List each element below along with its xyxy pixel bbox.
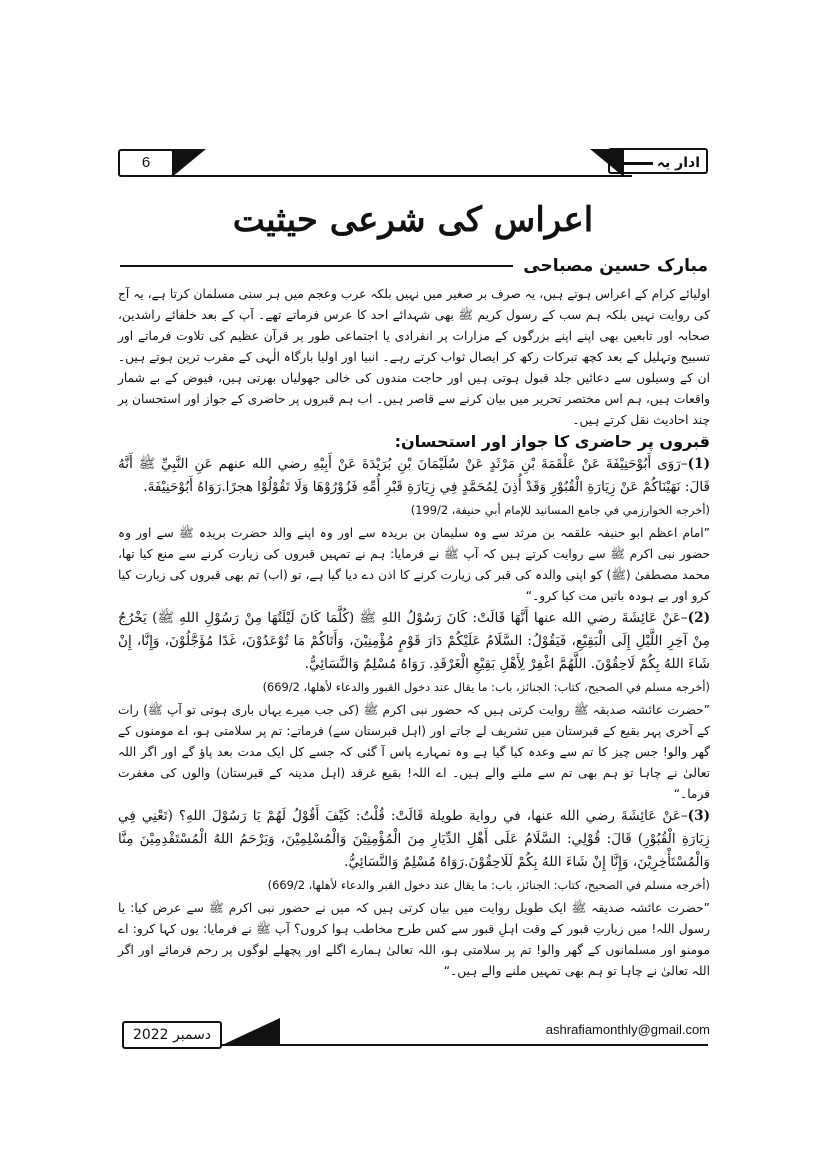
author-name: مبارک حسین مصباحی — [523, 256, 708, 276]
hadith-reference: (أخرجه الخوارزمي في جامع المسانيد للإمام أبي حنيفة، 199/2) — [410, 503, 710, 517]
hadith-arabic-text: عَنْ عَائِشَةَ رضي الله عنها أَنَّهَا قَالَتْ: كَانَ رَسُوْلُ اللهِ ﷺ (كُلَّمَا كَانَ لَيْلَتُهَا مِنْ رَسُوْلِ اللهِ ﷺ) يَخْرُجُ مِنْ آخِرِ اللَّيْلِ إِلَى الْبَقِيْعِ، فَيَقُوْلُ: السَّلَامُ عَلَيْكُمْ دَارَ قَوْمٍ مُؤْمِنِيْنَ، وَأَتَاكُمْ مَا تُوْعَدُوْنَ، غَدًا مُؤَجَّلُوْنَ، وَإِنَّا، إِنْ شَاءَ اللهُ بِكُمْ لَاحِقُوْنَ. اللَّهُمَّ اغْفِرْ لِأَهْلِ بَقِيْعِ الْغَرْقَدِ. رَوَاهُ مُسْلِمٌ وَالنَّسَائِيُّ. — [118, 610, 710, 672]
intro-paragraph: اولیائے کرام کے اعراس ہوتے ہیں، یہ صرف بر صغیر میں نہیں بلکہ عرب وعجم میں ہر سنی مسلمان کرتا ہے، یہ آج کی روایت نہیں بلکہ ہم سب کے رسول کریم ﷺ بھی شہدائے احد کا عرس فرماتے تھے۔ آپ کے بعد خلفائے راشدین، صحابہ اور تابعین بھی اپنے اپنے بزرگوں کے مزارات پر انفرادی یا اجتماعی طور پر قرآن عظیم کی تلاوت فرماتے اور تسبیح وتہلیل کے بعد کچھ تبرکات رکھ کر ایصال ثواب کرتے رہے۔ انبیا اور اولیا بارگاہ الٰہی کے مقرب ترین ہوتے ہیں۔ ان کے وسیلوں سے دعائیں جلد قبول ہوتی ہیں اور حاجت مندوں کی خالی جھولیاں بھرتی ہیں، فیوض کے بے شمار واقعات ہیں، ہم اس مختصر تحریر میں بیان کرنے سے قاصر ہیں۔ اب ہم قبروں پر حاضری کے جواز اور استحسان پر چند احادیث نقل کرتے ہیں۔ — [118, 287, 710, 427]
issue-date: دسمبر 2022 — [122, 1021, 222, 1049]
hadith-arabic: (2)–عَنْ عَائِشَةَ رضي الله عنها أَنَّهَا قَالَتْ: كَانَ رَسُوْلُ اللهِ ﷺ (كُلَّمَا كَانَ لَيْلَتُهَا مِنْ رَسُوْلِ اللهِ ﷺ) يَخْرُجُ مِنْ آخِرِ اللَّيْلِ إِلَى الْبَقِيْعِ، فَيَقُوْلُ: السَّلَامُ عَلَيْكُمْ دَارَ قَوْمٍ مُؤْمِنِيْنَ، وَأَتَاكُمْ مَا تُوْعَدُوْنَ، غَدًا مُؤَجَّلُوْنَ، وَإِنَّا، إِنْ شَاءَ اللهُ بِكُمْ لَاحِقُوْنَ. اللَّهُمَّ اغْفِرْ لِأَهْلِ بَقِيْعِ الْغَرْقَدِ. رَوَاهُ مُسْلِمٌ وَالنَّسَائِيُّ. — [118, 610, 710, 672]
hadith-number: (3) — [687, 808, 710, 824]
footer-ornament — [220, 1018, 280, 1046]
page-number: 6 — [118, 149, 174, 177]
footer-rule — [220, 1044, 708, 1046]
author-line — [120, 256, 708, 276]
article-title: اعراس کی شرعی حیثیت — [232, 200, 594, 240]
hadith-translation: ”امام اعظم ابو حنیفہ علقمہ بن مرثد سے وہ سلیمان بن بریدہ سے اور وہ اپنے والد حضرت بریدہ ﷺ سے اور وہ حضور نبی اکرم ﷺ سے روایت کرتے ہیں کہ آپ ﷺ نے فرمایا: ہم نے تمہیں قبروں کی زیارت کرنے سے منع کیا تھا، محمد مصطفیٰ (ﷺ) کو اپنی والدہ کی قبر کی زیارت کرنے کا اذن دے دیا گیا ہے، تو (اب) تم بھی قبروں کی زیارت کیا کرو اور بے ہودہ باتیں مت کیا کرو۔“ — [118, 526, 710, 603]
author-rule — [120, 265, 513, 267]
hadith-translation: ”حضرت عائشہ صدیقہ ﷺ ایک طویل روایت میں بیان کرتی ہیں کہ میں نے حضور نبی اکرم ﷺ سے عرض کیا: یا رسول اللہ! میں زیارتِ قبور کے وقت اہلِ قبور سے کس طرح مخاطب ہوا کروں؟ آپ ﷺ نے فرمایا: یوں کہا کرو: اے مومنو اور مسلمانوں کے گھر والو! تم پر سلامتی ہو، اللہ تعالیٰ ہمارے اگلے اور پچھلے لوگوں پر رحم فرمائے اور اگر اللہ تعالیٰ نے چاہا تو ہم بھی تمہیں ملنے والے ہیں۔“ — [118, 901, 710, 978]
section-label: ادار یہ — [656, 155, 700, 171]
hadith-translation: ”حضرت عائشہ صدیقہ ﷺ روایت کرتی ہیں کہ حضور نبی اکرم ﷺ (کی جب میرے یہاں باری ہوتی تو آپ ﷺ) رات کے آخری پہر بقیع کے قبرستان میں تشریف لے جاتے اور (اہل قبرستان سے) فرماتے: تم پر سلامتی ہو، اے مومنوں کے گھر والو! جس چیز کا تم سے وعدہ کیا گیا ہے وہ تمہارے پاس آ گئی کہ جسے کل ایک مدت بعد پاؤ گے اور اگر اللہ تعالیٰ نے چاہا تو ہم بھی تم سے ملنے والے ہیں۔ اے اللہ! بقیع غرقد (اہل مدینہ کے قبرستان) والوں کی مغفرت فرما۔“ — [118, 703, 710, 801]
section-label-bar — [613, 162, 653, 165]
header-ornament-left — [172, 149, 206, 177]
header-rule — [172, 175, 632, 177]
section-label-box — [608, 148, 708, 174]
hadith-block-2 — [118, 607, 710, 805]
hadith-reference: (أخرجه مسلم في الصحيح، كتاب: الجنائز، باب: ما يقال عند دخول القبر والدعاء لأهلها، 669/2) — [267, 878, 710, 892]
contact-email[interactable]: ashrafiamonthly@gmail.com — [545, 1022, 710, 1037]
hadith-block-3 — [118, 805, 710, 982]
hadith-arabic-text: رَوَى أَبُوْحَنِيْفَةَ عَنْ عَلْقَمَةَ بْنِ مَرْثَدٍ عَنْ سُلَيْمَانَ بْنِ بُرَيْدَةَ عَنْ أَبِيْهِ رضي الله عنهم عَنِ النَّبِيِّ ﷺ أَنَّهُ قَالَ: نَهَيْنَاكُمْ عَنْ زِيَارَةِ الْقُبُوْرِ وَقَدْ أُذِنَ لِمُحَمَّدٍ فِي زِيَارَةِ قَبْرِ أُمِّهِ فَزُوْرُوْهَا وَلَا تَقُوْلُوْا هجرًا.رَوَاهُ أَبُوْحَنِيْفَةَ. — [118, 456, 710, 495]
hadith-number: (1) — [687, 456, 710, 472]
hadith-block-1 — [118, 453, 710, 607]
hadith-arabic: (3)–عَنْ عَائِشَةَ رضي الله عنها، في رواية طويلة قَالَتْ: قُلْتُ: كَيْفَ أَقُوْلُ لَهُمْ يَا رَسُوْلَ اللهِ؟ (تَعْنِي فِي زِيَارَةِ الْقُبُوْرِ) قَالَ: قُوْلِي: السَّلَامُ عَلَى أَهْلِ الدِّيَارِ مِنَ الْمُؤْمِنِيْنَ وَالْمُسْلِمِيْنَ، وَيَرْحَمُ اللهُ الْمُسْتَقْدِمِيْنَ مِنَّا وَالْمُسْتَأْخِرِيْنَ، وَإِنَّا إِنْ شَاءَ اللهُ بِكُمْ لَلَاحِقُوْنَ.رَوَاهُ مُسْلِمٌ وَالنَّسَائِيُّ. — [118, 808, 710, 870]
hadith-number: (2) — [687, 610, 710, 626]
section-subheading: قبروں پر حاضری کا جواز اور استحسان: — [394, 432, 710, 451]
hadith-arabic: (1)–رَوَى أَبُوْحَنِيْفَةَ عَنْ عَلْقَمَةَ بْنِ مَرْثَدٍ عَنْ سُلَيْمَانَ بْنِ بُرَيْدَةَ عَنْ أَبِيْهِ رضي الله عنهم عَنِ النَّبِيِّ ﷺ أَنَّهُ قَالَ: نَهَيْنَاكُمْ عَنْ زِيَارَةِ الْقُبُوْرِ وَقَدْ أُذِنَ لِمُحَمَّدٍ فِي زِيَارَةِ قَبْرِ أُمِّهِ فَزُوْرُوْهَا وَلَا تَقُوْلُوْا هجرًا.رَوَاهُ أَبُوْحَنِيْفَةَ. — [118, 456, 710, 495]
hadith-reference: (أخرجه مسلم في الصحيح، كتاب: الجنائز، باب: ما يقال عند دخول القبور والدعاء لأهلها، 669/2) — [262, 680, 710, 694]
article-body — [118, 284, 710, 982]
hadith-arabic-text: عَنْ عَائِشَةَ رضي الله عنها، في رواية طويلة قَالَتْ: قُلْتُ: كَيْفَ أَقُوْلُ لَهُمْ يَا رَسُوْلَ اللهِ؟ (تَعْنِي فِي زِيَارَةِ الْقُبُوْرِ) قَالَ: قُوْلِي: السَّلَامُ عَلَى أَهْلِ الدِّيَارِ مِنَ الْمُؤْمِنِيْنَ وَالْمُسْلِمِيْنَ، وَيَرْحَمُ اللهُ الْمُسْتَقْدِمِيْنَ مِنَّا وَالْمُسْتَأْخِرِيْنَ، وَإِنَّا إِنْ شَاءَ اللهُ بِكُمْ لَلَاحِقُوْنَ.رَوَاهُ مُسْلِمٌ وَالنَّسَائِيُّ. — [118, 808, 710, 870]
